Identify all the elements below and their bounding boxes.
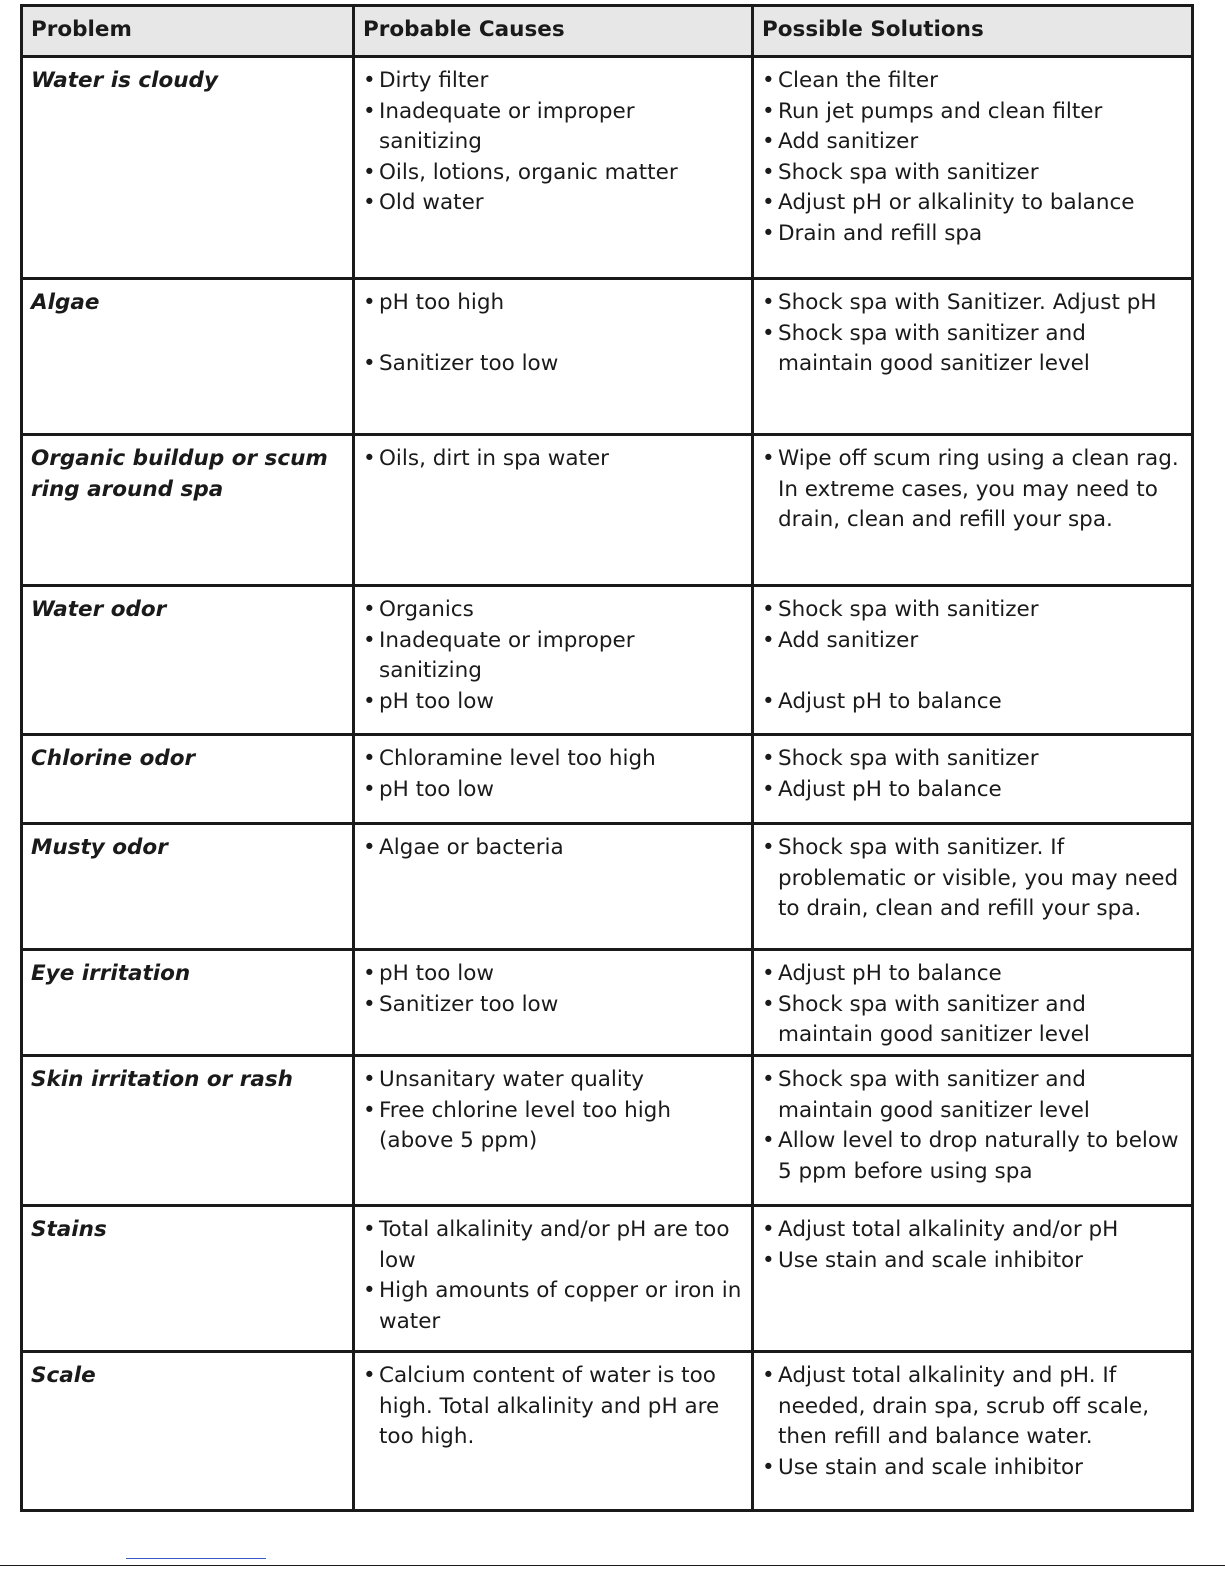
list-item: • Inadequate or improper sanitizing [363,97,743,158]
list-item: • pH too high [363,288,743,319]
list-item: • Shock spa with sanitizer and maintain good sanitizer level [762,319,1183,380]
list-item: • Unsanitary water quality [363,1065,743,1096]
solutions-list [762,1215,1183,1276]
list-item: • pH too low [363,775,743,806]
causes-cell [354,586,753,735]
footer-rule [0,1565,1225,1566]
list-item: • Free chlorine level too high (above 5 ppm) [363,1096,743,1157]
problem-cell: Stains [22,1206,354,1352]
list-item: • Calcium content of water is too high. Total alkalinity and pH are too high. [363,1361,743,1453]
problem-cell: Skin irritation or rash [22,1056,354,1206]
list-item: • pH too low [363,959,743,990]
list-item: • Shock spa with sanitizer [762,744,1183,775]
list-item: • Adjust pH to balance [762,775,1183,806]
list-item: • Run jet pumps and clean filter [762,97,1183,128]
table-row [22,57,1193,279]
causes-list [363,1065,743,1157]
solutions-cell [753,824,1193,950]
list-item: • Adjust pH to balance [762,687,1183,718]
problem-cell: Organic buildup or scum ring around spa [22,435,354,586]
solutions-cell [753,1206,1193,1352]
table-row [22,1206,1193,1352]
solutions-list [762,288,1183,380]
problem-cell: Water odor [22,586,354,735]
list-item: • Shock spa with sanitizer [762,158,1183,189]
troubleshooting-table [20,4,1194,1512]
list-item: • Add sanitizer [762,127,1183,158]
problem-cell: Eye irritation [22,950,354,1056]
causes-list [363,288,743,380]
list-item: • Shock spa with Sanitizer. Adjust pH [762,288,1183,319]
problem-cell: Algae [22,279,354,435]
header-possible-solutions: Possible Solutions [753,6,1193,57]
table-row [22,1056,1193,1206]
list-item: • Add sanitizer [762,626,1183,657]
solutions-cell [753,1352,1193,1511]
list-item: • Algae or bacteria [363,833,743,864]
causes-list [363,833,743,864]
solutions-cell [753,435,1193,586]
problem-cell: Scale [22,1352,354,1511]
list-item: • Adjust pH to balance [762,959,1183,990]
solutions-list [762,444,1183,536]
list-item: • Oils, dirt in spa water [363,444,743,475]
list-item: • Sanitizer too low [363,349,743,380]
list-item: • Allow level to drop naturally to below 5 ppm before using spa [762,1126,1183,1187]
table-row [22,824,1193,950]
solutions-list [762,595,1183,717]
causes-list [363,444,743,475]
list-item: • Wipe off scum ring using a clean rag. In extreme cases, you may need to drain, clean and refill your spa. [762,444,1183,536]
list-item: • Drain and refill spa [762,219,1183,250]
list-item: • Total alkalinity and/or pH are too low [363,1215,743,1276]
solutions-cell [753,735,1193,824]
causes-cell [354,1206,753,1352]
header-row [22,6,1193,57]
causes-list [363,744,743,805]
table-row [22,735,1193,824]
list-item: • Chloramine level too high [363,744,743,775]
list-item: • Use stain and scale inhibitor [762,1246,1183,1277]
list-item: • High amounts of copper or iron in water [363,1276,743,1337]
solutions-cell [753,57,1193,279]
problem-cell: Water is cloudy [22,57,354,279]
list-item: • Adjust total alkalinity and/or pH [762,1215,1183,1246]
list-item: • Adjust total alkalinity and pH. If needed, drain spa, scrub off scale, then refill and balance water. [762,1361,1183,1453]
solutions-list [762,1361,1183,1483]
causes-cell [354,735,753,824]
list-item: • Shock spa with sanitizer. If problematic or visible, you may need to drain, clean and refill your spa. [762,833,1183,925]
list-item: • Adjust pH or alkalinity to balance [762,188,1183,219]
causes-cell [354,1056,753,1206]
causes-cell [354,279,753,435]
header-probable-causes: Probable Causes [354,6,753,57]
footer-link-underline[interactable] [126,1558,266,1559]
list-item: • Sanitizer too low [363,990,743,1021]
table-row [22,1352,1193,1511]
causes-cell [354,1352,753,1511]
table-row [22,950,1193,1056]
list-item: • Old water [363,188,743,219]
causes-list [363,1215,743,1337]
causes-cell [354,950,753,1056]
table-body [22,57,1193,1511]
solutions-cell [753,279,1193,435]
table-row [22,586,1193,735]
solutions-list [762,66,1183,249]
solutions-list [762,1065,1183,1187]
list-item: • Oils, lotions, organic matter [363,158,743,189]
solutions-cell [753,1056,1193,1206]
list-item: • Dirty filter [363,66,743,97]
causes-cell [354,824,753,950]
causes-cell [354,435,753,586]
causes-list [363,959,743,1020]
causes-list [363,1361,743,1453]
table-row [22,435,1193,586]
solutions-list [762,959,1183,1051]
list-item: • Clean the filter [762,66,1183,97]
table-row [22,279,1193,435]
causes-list [363,66,743,219]
problem-cell: Chlorine odor [22,735,354,824]
problem-cell: Musty odor [22,824,354,950]
list-item: • Inadequate or improper sanitizing [363,626,743,687]
solutions-cell [753,950,1193,1056]
solutions-cell [753,586,1193,735]
causes-cell [354,57,753,279]
solutions-list [762,833,1183,925]
list-item: • pH too low [363,687,743,718]
list-item: • Shock spa with sanitizer and maintain good sanitizer level [762,990,1183,1051]
list-item: • Shock spa with sanitizer and maintain good sanitizer level [762,1065,1183,1126]
list-item: • Use stain and scale inhibitor [762,1453,1183,1484]
list-item: • Organics [363,595,743,626]
header-problem: Problem [22,6,354,57]
list-item: • Shock spa with sanitizer [762,595,1183,626]
causes-list [363,595,743,717]
solutions-list [762,744,1183,805]
